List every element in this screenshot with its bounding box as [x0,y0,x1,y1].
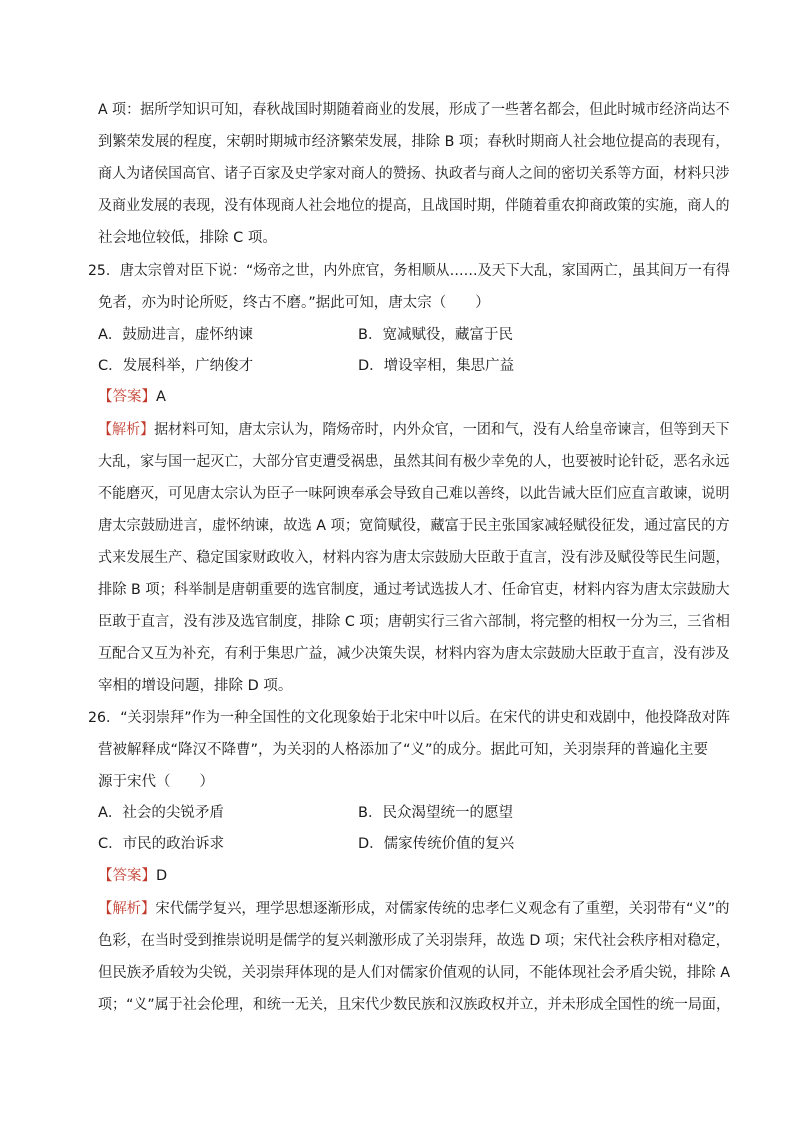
answer-tag: 【答案】 [98,389,156,405]
analysis-line [98,420,729,440]
question-26-stem: 营被解释成“降汉不降曹”，为关羽的人格添加了“义”的成分。据此可知，关羽崇拜的普遍化主要 [98,742,709,758]
analysis-text: 宋代儒学复兴，理学思想逐渐形成，对儒家传统的忠孝仁义观念有了重塑，关羽带有“义”的 [155,901,730,917]
analysis-line: 到繁荣发展的程度，宋朝时期城市经济繁荣发展，排除 B 项；春秋时期商人社会地位提高的表现有， [98,134,730,150]
analysis-line: 式来发展生产、稳定国家财政收入，材料内容为唐太宗鼓励大臣敢于直言，没有涉及赋役等民生问题， [98,550,730,566]
analysis-line: 宰相的增设问题，排除 D 项。 [98,678,293,694]
analysis-line [98,899,730,919]
option-b: B．民众渴望统一的愿望 [358,805,513,821]
analysis-tag: 【解析】 [98,422,155,438]
answer-line [98,866,167,886]
option-c: C．市民的政治诉求 [98,836,225,852]
analysis-line: 臣敢于直言，没有涉及选官制度，排除 C 项；唐朝实行三省六部制，将完整的相权一分为三，三省相 [98,614,730,630]
question-25-stem: 免者，亦为时论所贬，终古不磨。”据此可知，唐太宗（ ） [98,295,490,311]
analysis-line: 及商业发展的表现，没有体现商人社会地位的提高，且战国时期，伴随着重农抑商政策的实施，商人的 [98,198,730,214]
answer-value: D [156,868,168,884]
analysis-line: 互配合又互为补充，有利于集思广益，减少决策失误，材料内容为唐太宗鼓励大臣敢于直言，没有涉及 [98,646,730,662]
analysis-line: 但民族矛盾较为尖锐，关羽崇拜体现的是人们对儒家价值观的认同，不能体现社会矛盾尖锐，排除 A [98,965,731,981]
option-d: D．儒家传统价值的复兴 [358,836,515,852]
option-c: C．发展科举，广纳俊才 [98,358,254,374]
analysis-tag: 【解析】 [98,901,156,917]
analysis-line: 排除 B 项；科举制是唐朝重要的选官制度，通过考试选拔人才、任命官吏，材料内容为唐太宗鼓励大 [98,582,730,598]
question-25-stem: 25．唐太宗曾对臣下说：“炀帝之世，内外庶官，务相顺从……及天下大乱，家国两亡，虽其间万一有得 [88,263,730,279]
answer-value: A [156,389,166,405]
option-a: A．社会的尖锐矛盾 [98,805,224,821]
analysis-line: 唐太宗鼓励进言，虚怀纳谏，故选 A 项；宽简赋役，藏富于民主张国家减轻赋役征发，通过富民的方 [98,518,730,534]
analysis-line: 大乱，家与国一起灭亡，大部分官吏遭受祸患，虽然其间有极少幸免的人，也要被时论针砭，恶名永远 [98,454,730,470]
analysis-line: 色彩，在当时受到推崇说明是儒学的复兴刺激形成了关羽崇拜，故选 D 项；宋代社会秩序相对稳定， [98,933,730,949]
option-d: D．增设宰相，集思广益 [358,358,515,374]
option-a: A．鼓励进言，虚怀纳谏 [98,327,253,343]
option-b: B．宽减赋役，藏富于民 [358,327,513,343]
analysis-line: 社会地位较低，排除 C 项。 [98,230,277,246]
question-26-stem: 源于宋代（ ） [98,774,214,790]
analysis-line: 不能磨灭，可见唐太宗认为臣子一味阿谀奉承会导致自己难以善终，以此告诫大臣们应直言敢谏，说明 [98,486,730,502]
analysis-line: A 项：据所学知识可知，春秋战国时期随着商业的发展，形成了一些著名都会，但此时城市经济尚达不 [98,102,730,118]
analysis-text: 据材料可知，唐太宗认为，隋炀帝时，内外众官，一团和气，没有人给皇帝谏言，但等到天下 [154,422,730,438]
analysis-line: 项；“义”属于社会伦理，和统一无关，且宋代少数民族和汉族政权并立，并未形成全国性的统一局面， [98,997,731,1013]
answer-line [98,387,166,407]
analysis-line: 商人为诸侯国高官、诸子百家及史学家对商人的赞扬、执政者与商人之间的密切关系等方面，材料只涉 [98,166,730,182]
question-26-stem: 26．“关羽崇拜”作为一种全国性的文化现象始于北宋中叶以后。在宋代的讲史和戏剧中，他投降敌对阵 [88,710,731,726]
answer-tag: 【答案】 [98,868,156,884]
